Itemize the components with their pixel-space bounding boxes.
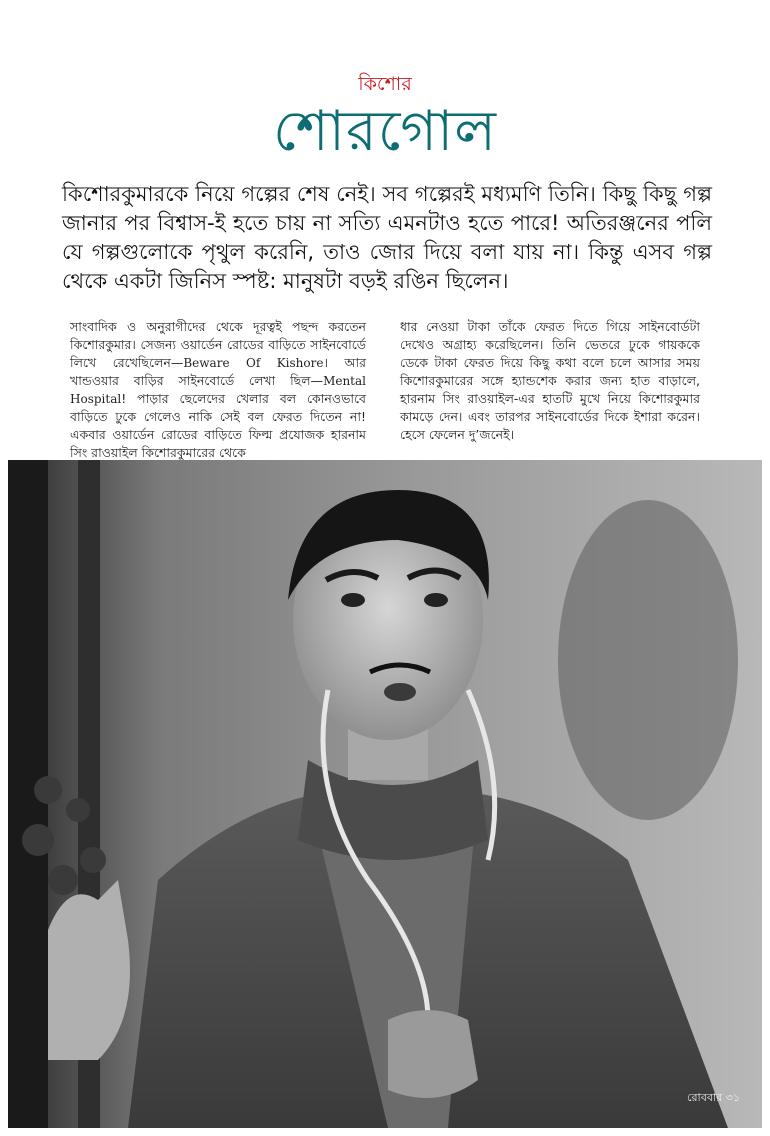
body-text: । আর খান্ডওয়ার বাড়ির সাইনবোর্ডে লেখা ছিল— xyxy=(70,355,366,388)
body-column-right: ধার নেওয়া টাকা তাঁকে ফেরত দিতে গিয়ে সাইনবোর্ডটা দেখেও অগ্রাহ্য করেছিলেন। তিনি ভেতরে ঢুকে গায়ককে ডেকে টাকা ফেরত দিয়ে কিছু কথা বলে চলে আসার সময় কিশোরকুমারের সঙ্গে হ্যান্ডশেক করার জন্য হাত বাড়ালে, হারনাম সিং রাওয়াইল-এর হাতটি মুখে নিয়ে কিশোরকুমার কামড়ে দেন। এবং তারপর সাইনবোর্ডের দিকে ইশারা করেন। হেসে ফেলেন দু’জনেই। xyxy=(400,319,700,442)
sign-text-beware: Beware Of Kishore xyxy=(183,356,324,370)
lede-paragraph: কিশোরকুমারকে নিয়ে গল্পের শেষ নেই। সব গল্পেরই মধ্যমণি তিনি। কিছু কিছু গল্প জানার পর বিশ্বাস-ই হতে চায় না সত্যি এমনটাও হতে পারে! অতিরঞ্জনের পলি যে গল্পগুলোকে পৃথুল করেনি, তাও জোর দিয়ে বলা যায় না। কিন্তু এসব গল্প থেকে একটা জিনিস স্পষ্ট: মানুষটা বড়ই রঙিন ছিলেন। xyxy=(62,182,712,293)
body-text: ! পাড়ার ছেলেদের খেলার বল কোনওভাবে বাড়িতে ঢুকে গেলেও নাকি সেই বল ফেরত দিতেন না! একবার ওয়ার্ডেন রোডের বাড়িতে ফিল্ম প্রযোজক হারনাম সিং রাওয়াইল কিশোরকুমারের থেকে xyxy=(70,391,366,460)
page-folio: রোববার ৩১ xyxy=(687,1091,740,1104)
sign-text-mental-hospital: Mental Hospital xyxy=(70,374,366,406)
body-column-left xyxy=(70,318,366,462)
body-text: সাংবাদিক ও অনুরাগীদের থেকে দূরত্বই পছন্দ করতেন কিশোরকুমার। সেজন্য ওয়ার্ডেন রোডের বাড়িতে সাইনবোর্ডে লিখে রেখেছিলেন— xyxy=(70,319,366,370)
feature-photo xyxy=(8,460,762,1128)
page-title: শোরগোল xyxy=(272,99,498,164)
kicker-label: কিশোর xyxy=(358,73,412,95)
